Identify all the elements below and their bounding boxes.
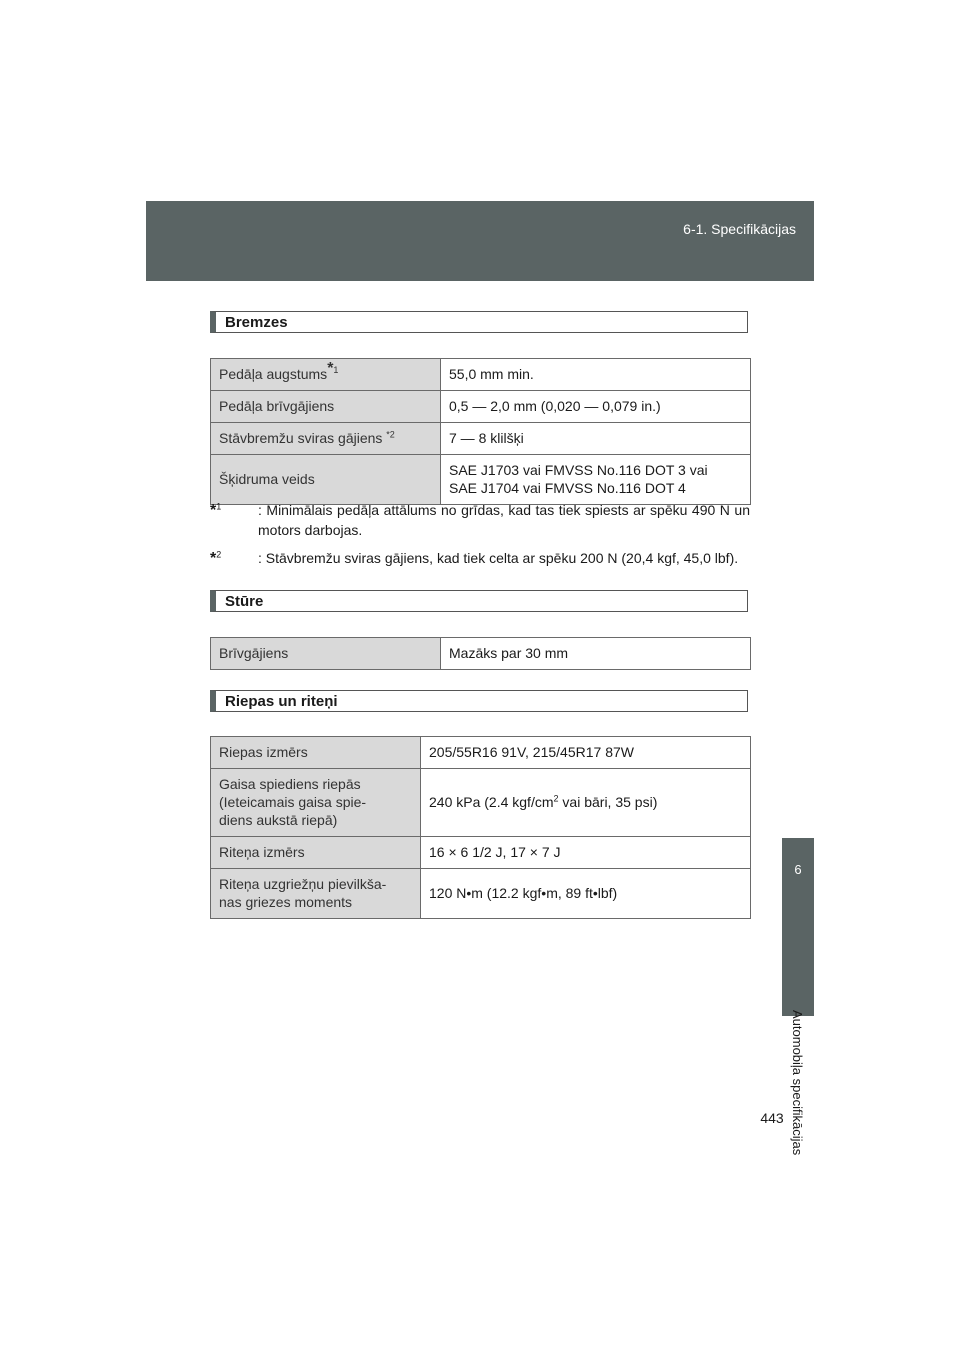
value-text: 240 kPa (2.4 kgf/cm: [429, 794, 554, 810]
spec-label: Riepas izmērs: [211, 737, 421, 769]
footnote-text: : Minimālais pedāļa attālums no grīdas, kad tas tiek spiests ar spēku 490 N un motors darbojas.: [258, 502, 750, 538]
spec-value: 55,0 mm min.: [441, 359, 751, 391]
footnote-mark: *$^2$: [210, 549, 222, 567]
value-sup: 2: [553, 793, 559, 804]
spec-label: [211, 869, 421, 919]
footnotes: [210, 500, 750, 576]
table-row: [211, 391, 751, 423]
label-line: (Ieteicamais gaisa spie-: [219, 794, 367, 810]
chapter-number: 6: [794, 862, 802, 877]
brakes-table: [210, 358, 751, 505]
footnote-text: : Stāvbremžu sviras gājiens, kad tiek celta ar spēku 200 N (20,4 kgf, 45,0 lbf).: [258, 550, 739, 566]
steering-table: [210, 637, 751, 670]
chapter-label: Automobiļa specifikācijas: [790, 1010, 805, 1156]
tires-heading: [210, 690, 748, 712]
spec-label: Pedāļa augstums$^{*1}$: [211, 359, 441, 391]
spec-value: 205/55R16 91V, 215/45R17 87W: [421, 737, 751, 769]
label-line: Riteņa uzgriežņu pievilkša-: [219, 876, 387, 892]
tires-table: [210, 736, 751, 919]
table-row: [211, 769, 751, 837]
spec-value: 7 — 8 klilšķi: [441, 423, 751, 455]
header-band: [146, 201, 814, 281]
value-line: SAE J1703 vai FMVSS No.116 DOT 3 vai: [449, 462, 708, 478]
table-row: [211, 837, 751, 869]
table-row: [211, 638, 751, 670]
table-row: [211, 423, 751, 455]
label-line: diens aukstā riepā): [219, 812, 338, 828]
brakes-heading: [210, 311, 748, 333]
label-text: Pedāļa augstums: [219, 366, 328, 382]
spec-label: Riteņa izmērs: [211, 837, 421, 869]
spec-label: Brīvgājiens: [211, 638, 441, 670]
label-text: Stāvbremžu sviras gājiens: [219, 430, 387, 446]
value-text: vai bāri, 35 psi): [558, 794, 658, 810]
footnote-2: [210, 548, 750, 568]
table-row: [211, 737, 751, 769]
spec-label: Šķidruma veids: [211, 455, 441, 505]
spec-value: 120 N•m (12.2 kgf•m, 89 ft•lbf): [421, 869, 751, 919]
spec-value: 0,5 — 2,0 mm (0,020 — 0,079 in.): [441, 391, 751, 423]
spec-label: [211, 769, 421, 837]
label-line: Gaisa spiediens riepās: [219, 776, 361, 792]
tires-heading-text: Riepas un riteņi: [225, 693, 338, 710]
page-number: 443: [760, 1110, 784, 1126]
steering-heading-text: Stūre: [225, 593, 264, 610]
table-row: [211, 359, 751, 391]
footnote-1: [210, 500, 750, 540]
footnote-mark: *$^1$: [210, 501, 222, 519]
steering-heading: [210, 590, 748, 612]
spec-value: Mazāks par 30 mm: [441, 638, 751, 670]
chapter-tab: [782, 838, 814, 1016]
spec-label: Pedāļa brīvgājiens: [211, 391, 441, 423]
table-row: [211, 869, 751, 919]
spec-value: [421, 769, 751, 837]
spec-label: Stāvbremžu sviras gājiens $^{*2}$: [211, 423, 441, 455]
value-line: SAE J1704 vai FMVSS No.116 DOT 4: [449, 480, 686, 496]
note-mark: *: [327, 360, 334, 378]
spec-value: [441, 455, 751, 505]
spec-value: 16 × 6 1/2 J, 17 × 7 J: [421, 837, 751, 869]
label-line: nas griezes moments: [219, 894, 353, 910]
section-title: 6-1. Specifikācijas: [683, 221, 796, 237]
brakes-heading-text: Bremzes: [225, 314, 288, 331]
table-row: [211, 455, 751, 505]
